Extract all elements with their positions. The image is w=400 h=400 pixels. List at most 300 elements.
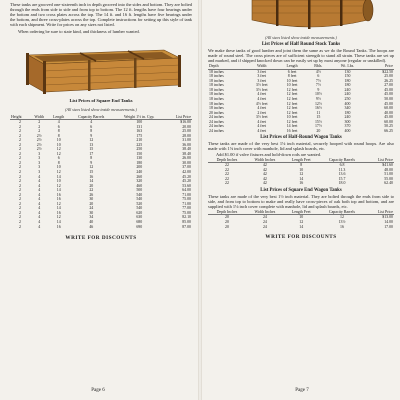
table-cell: 2 [19, 174, 21, 179]
table-cell: 28.00 [182, 133, 191, 138]
half-round-stock-tanks-table [208, 64, 394, 133]
square-end-tank-image [10, 41, 192, 97]
table-cell: 2 [19, 206, 21, 211]
table-cell: 38.40 [182, 151, 191, 156]
write-for-discounts-left: WRITE FOR DISCOUNTS [65, 235, 137, 242]
table-cell: 14 [56, 220, 61, 224]
table-cell: 2 [38, 124, 41, 129]
table-cell: 37.00 [182, 165, 191, 170]
table-cell: 210 [136, 138, 143, 143]
square-end-wagon-intro: These tanks are made of the very best 1½ inch material. They are bolted through the ends from side to side, and from top to bottom to make and really have cross-pieces of oak both top and bottom, and are supplied with 1⅛ inch cover complete with manhole, lid and splash boards, etc. [208, 193, 394, 209]
table-cell: 12 [56, 151, 61, 156]
table-cell: 2½ [36, 142, 42, 147]
table-cell: 4 feet [257, 96, 267, 101]
table-cell: 460 [136, 183, 143, 188]
table-cell: 2½ [36, 133, 42, 138]
table-cell: 10 feet [286, 78, 298, 83]
table-cell: 260 [136, 174, 143, 179]
table-cell: 50.25 [384, 124, 393, 129]
table-cell: 400 [344, 128, 351, 133]
table-cell: 55.00 [384, 176, 393, 181]
table-cell: 10½ [314, 92, 322, 97]
table-cell: 12½ [314, 101, 322, 106]
table-cell: 2 [19, 129, 21, 134]
table-cell: 31.00 [182, 138, 191, 143]
table-cell: 2 [19, 215, 21, 220]
table-cell: 3½ feet [255, 83, 268, 88]
table-cell: 620 [136, 210, 143, 215]
table-cell: 4½ [315, 69, 321, 74]
table-cell: 250 [344, 96, 351, 101]
table-cell: 14 [299, 176, 304, 181]
column-header: Capacity Barrels [319, 210, 366, 215]
table-cell: 45.00 [384, 87, 393, 92]
table-cell: 6 [90, 124, 93, 129]
table-cell: 2 [19, 156, 21, 161]
table-cell: 2 [19, 124, 21, 129]
table-cell: 53.60 [182, 183, 191, 188]
table-cell: 4 feet [257, 119, 267, 124]
table-cell: 20 inches [209, 110, 224, 115]
table-cell: 3 [38, 165, 41, 170]
table-cell: 400 [344, 101, 351, 106]
column-header: Wt. Lbs. [330, 64, 365, 69]
table-cell: 4 feet [257, 124, 267, 129]
table-cell: 71.00 [182, 192, 191, 197]
table-cell: 18 inches [209, 87, 224, 92]
table-cell: 2 [38, 119, 41, 124]
table-cell: 17.00 [384, 224, 393, 229]
table-cell: 14 [56, 206, 61, 211]
table-cell: 180 [344, 83, 351, 88]
square-end-wagon-rows [208, 215, 394, 229]
table-cell: 24 inches [209, 119, 224, 124]
table-cell: 30.00 [182, 160, 191, 165]
table-cell: 10 feet [286, 83, 298, 88]
table-cell: 150 [344, 74, 351, 79]
column-header: Price [365, 64, 394, 69]
table-cell: 2 [19, 138, 21, 143]
table-cell: 14 [299, 224, 304, 229]
table-cell: 12 [56, 215, 61, 220]
table-cell: 42 [262, 163, 267, 168]
table-cell: 20 [225, 220, 229, 224]
table-cell: 42 [262, 172, 267, 177]
page-number-right: Page 7 [295, 388, 309, 393]
left-intro-text: These tanks are grooved one-sixteenth inch in depth grooved into the sides and bottom. They are bolted through the ends from side to side and from top to bottom. The 12 ft. lengths have four bearings under the bottom and two cross plates across the top. The 14 ft. and 16 ft. lengths have five bearings under the bottom, and three cross-plates across the top. Complete instructions for setting up this style of tank with each shipment. Write for prices on any sizes not listed. [10, 2, 192, 28]
table-cell: 4 [38, 188, 41, 193]
table-cell: 4 [38, 215, 41, 220]
table-cell: 10 [56, 165, 61, 170]
table-cell: 163 [136, 129, 143, 134]
table-cell: 6 [317, 74, 320, 79]
table-cell: 250 [136, 147, 143, 152]
table-cell: 15.7 [338, 176, 346, 181]
table-cell: 200 [136, 165, 143, 170]
table-cell: 2 [19, 119, 21, 124]
table-cell: 680 [136, 220, 143, 224]
table-row [10, 225, 192, 230]
table-cell: 2 [19, 151, 21, 156]
table-cell: 4 [90, 119, 93, 124]
table-cell: 12 [56, 183, 61, 188]
table-cell: 66.25 [384, 128, 393, 133]
table-cell: 7½ [315, 78, 321, 83]
table-cell: 16 feet [286, 128, 298, 133]
table-cell: 2 [19, 197, 21, 202]
table-cell: 18 inches [209, 69, 224, 74]
table-cell: 12 [56, 201, 61, 206]
column-header: Width Inches [246, 158, 284, 163]
table-cell: 3 [38, 160, 41, 165]
table-cell: 34 [89, 215, 94, 220]
table-row [208, 225, 394, 230]
right-page [204, 0, 400, 400]
square-end-wagon-tanks-table [208, 210, 394, 229]
table-cell: 12 feet [286, 92, 298, 97]
left-figure-caption: (All sizes listed show inside measurements.) [65, 106, 137, 112]
table-cell: 30 [89, 197, 94, 202]
table-cell: 9 [90, 133, 93, 138]
table-cell: 6 [57, 156, 60, 161]
table-cell: 26.00 [182, 156, 191, 161]
table-cell: 71.00 [182, 201, 191, 206]
table-cell: 16 [56, 210, 61, 215]
table-cell: 16 [89, 174, 94, 179]
half-round-stock-intro: We make these tanks of good lumber and joint them the same as we do the Round Tanks. The hoops are made of round steel. The cross pieces are of sufficient strength to stand all strain. These tanks are set up and marked, and if shipped knocked down can be easily set up by most anyone (regular or unskilled). [208, 48, 394, 64]
table-cell: 180 [344, 110, 351, 115]
table-cell: 38.40 [182, 147, 191, 152]
table-cell: 24 inches [209, 115, 224, 120]
table-cell: $13.00 [382, 215, 393, 220]
table-cell: 16 [340, 224, 344, 229]
table-row [208, 129, 394, 134]
table-cell: 4 [38, 197, 41, 202]
table-cell: 26.25 [384, 78, 393, 83]
table-cell: 12 [299, 220, 304, 224]
column-header: Width Inches [246, 210, 284, 215]
table-cell: 2½ [36, 147, 42, 152]
table-cell: 18 inches [209, 101, 224, 106]
square-end-tanks-table [10, 115, 192, 230]
table-cell: 64.00 [182, 188, 191, 193]
half-round-wagon-rows [208, 163, 394, 186]
table-cell: 8 [57, 129, 60, 134]
table-cell: 2 [19, 142, 21, 147]
table-cell: 8 [57, 133, 60, 138]
table-cell: 7½ [315, 83, 321, 88]
table-cell: 4 [38, 201, 41, 206]
right-figure-caption: (All sizes listed show inside measurements.) [265, 35, 337, 40]
table-cell: 4 [38, 192, 41, 197]
write-for-discounts-right: WRITE FOR DISCOUNTS [265, 234, 337, 241]
table-cell: 14 [56, 188, 61, 193]
table-cell: 14 feet [286, 124, 298, 129]
table-cell: 42 [262, 167, 267, 172]
table-cell: 26 [89, 192, 94, 197]
table-row [208, 181, 394, 186]
table-cell: 4 feet [257, 106, 267, 111]
table-cell: 22 [225, 167, 229, 172]
table-cell: 10 [56, 138, 61, 143]
table-cell: 45.00 [384, 101, 393, 106]
table-cell: 45.20 [182, 174, 191, 179]
table-cell: 12 [299, 172, 304, 177]
column-header: Height [10, 115, 30, 120]
table-cell: 10 [299, 215, 304, 220]
table-cell: 42.00 [182, 169, 191, 174]
column-header: List Price [365, 210, 394, 215]
table-cell: 77.00 [182, 206, 191, 211]
table-cell: 18 inches [209, 106, 224, 111]
table-cell: 85.00 [182, 220, 191, 224]
table-cell: 15 [89, 169, 94, 174]
table-cell: 2 [19, 192, 21, 197]
table-cell: 131 [136, 124, 143, 129]
column-header: Length Feet [284, 210, 319, 215]
table-cell: 18 inches [209, 92, 224, 97]
table-cell: 8 [90, 129, 93, 134]
table-cell: 4 [38, 183, 41, 188]
table-cell: 2 [19, 224, 21, 229]
book-gutter [198, 0, 202, 400]
table-cell: 3 [38, 169, 41, 174]
table-cell: 6 feet [287, 69, 297, 74]
table-cell: 2 [19, 183, 21, 188]
table-cell: 3½ feet [255, 87, 268, 92]
table-cell: 12 [56, 169, 61, 174]
table-cell: 4 [38, 179, 41, 184]
table-cell: 6 [57, 124, 60, 129]
table-cell: 11.3 [338, 167, 346, 172]
table-cell: $41.60 [382, 163, 393, 168]
table-cell: 2 [19, 179, 21, 184]
table-cell: 2 [19, 160, 21, 165]
table-cell: 12 [56, 147, 61, 152]
table-cell: 12 [89, 165, 94, 170]
table-cell: 2 [19, 133, 21, 138]
table-cell: 2 [19, 165, 21, 170]
table-cell: 8 [57, 160, 60, 165]
table-cell: 20 [225, 215, 229, 220]
table-cell: 4 feet [257, 92, 267, 97]
half-round-wagon-tanks-table [208, 158, 394, 186]
table-cell: 9 [90, 160, 93, 165]
table-cell: 22 [225, 163, 229, 168]
table-cell: 10 [299, 167, 304, 172]
table-cell: 9½ [315, 96, 321, 101]
table-cell: 9 [317, 87, 320, 92]
table-cell: 3 [38, 151, 41, 156]
table-cell: 75.00 [182, 210, 191, 215]
table-cell: 370 [344, 124, 351, 129]
table-cell: 50.00 [384, 96, 393, 101]
table-cell: 12 feet [286, 87, 298, 92]
table-cell: 130 [136, 156, 143, 161]
table-cell: 8 feet [287, 74, 297, 79]
table-cell: 14 [89, 179, 94, 184]
table-cell: $22.50 [382, 69, 393, 74]
table-cell: 20 [316, 128, 321, 133]
table-cell: 2 [19, 147, 21, 152]
table-cell: 18.0 [338, 181, 346, 186]
table-cell: 17½ [314, 124, 322, 129]
table-cell: 16 [56, 224, 61, 229]
table-cell: 8 [90, 156, 93, 161]
table-cell: 100 [136, 119, 143, 124]
table-cell: 40.00 [384, 110, 393, 115]
table-cell: 13 [89, 142, 94, 147]
column-header: List Price [365, 158, 394, 163]
table-cell: $16.00 [180, 119, 191, 124]
page-number-left: Page 6 [91, 388, 105, 393]
table-cell: 4 [38, 174, 41, 179]
table-cell: 20 [225, 224, 229, 229]
table-cell: 15 [89, 147, 94, 152]
table-cell: 240 [344, 115, 351, 120]
column-header: Depth Inches [208, 210, 246, 215]
table-cell: 3 feet [257, 74, 267, 79]
table-cell: 24 [262, 215, 267, 220]
table-cell: 630 [136, 215, 143, 220]
table-cell: 42 [262, 176, 267, 181]
table-cell: 3 feet [257, 78, 267, 83]
table-cell: 16½ [314, 106, 322, 111]
table-cell: 18 inches [209, 83, 224, 88]
half-round-tank-illustration [208, 0, 394, 34]
table-cell: 25.00 [182, 129, 191, 134]
table-cell: 320 [136, 179, 143, 184]
table-cell: 20 [89, 201, 94, 206]
table-cell: 130 [344, 69, 351, 74]
table-cell: 24 inches [209, 128, 224, 133]
table-cell: 62.40 [384, 181, 393, 186]
column-header: Width [30, 115, 48, 120]
table-cell: 12 feet [286, 106, 298, 111]
table-cell: 12 [340, 215, 344, 220]
table-cell: 24 [89, 206, 94, 211]
table-cell: 82.10 [182, 215, 191, 220]
table-cell: 45.20 [182, 179, 191, 184]
table-cell: 36.00 [182, 142, 191, 147]
table-cell: 16 [299, 181, 304, 186]
table-cell: 4 [38, 224, 41, 229]
table-cell: 27.00 [384, 83, 393, 88]
table-cell: 4 feet [257, 128, 267, 133]
table-cell: 2 [38, 129, 41, 134]
table-cell: 45.00 [384, 92, 393, 97]
table-cell: 20.00 [182, 124, 191, 129]
table-cell: 10 [56, 142, 61, 147]
table-cell: 8 [300, 163, 303, 168]
table-cell: 2 [19, 169, 21, 174]
column-header: Width [246, 64, 277, 69]
table-cell: 2 [19, 188, 21, 193]
half-round-wagon-note: Add $1.00 if valve fixtures and hold-down rods are wanted. [216, 151, 321, 157]
table-cell: 24 [262, 224, 267, 229]
table-cell: 42 [262, 181, 267, 186]
table-cell: 2½ [36, 138, 42, 143]
half-round-wagon-intro: These tanks are made of the very best 1⅛ inch material, securely hooped with round hoops. Are also made with 1⅛ inch cover with manhole, lid and splash boards, etc. [208, 141, 394, 152]
table-cell: 60.00 [384, 119, 393, 124]
table-cell: 4½ feet [255, 101, 268, 106]
table-cell: 2 feet [257, 110, 267, 115]
table-cell: 22 [225, 172, 229, 177]
square-end-tank-illustration [10, 41, 192, 97]
table-cell: 17 [89, 151, 94, 156]
table-cell: 18 inches [209, 74, 224, 79]
table-cell: 150 [136, 151, 143, 156]
column-header: Weight 1½ in. Cyp. [114, 115, 165, 120]
square-end-tanks-rows [10, 119, 192, 229]
table-cell: 13.6 [338, 172, 346, 177]
table-cell: 340 [344, 106, 351, 111]
table-cell: 2 [19, 220, 21, 224]
left-ordering-instruction: When ordering be sure to state kind, and thickness of lumber wanted. [18, 29, 140, 35]
table-cell: 14.00 [384, 220, 393, 224]
table-cell: 12 feet [286, 101, 298, 106]
column-header: Bbls. [307, 64, 330, 69]
table-cell: 87.00 [182, 224, 191, 229]
table-cell: 30 [89, 210, 94, 215]
column-header: List Price [165, 115, 192, 120]
table-cell: 540 [136, 192, 143, 197]
table-cell: 690 [136, 224, 143, 229]
column-header: Depth [208, 64, 246, 69]
table-cell: 18 inches [209, 78, 224, 83]
table-cell: 175 [136, 133, 143, 138]
table-cell: 18 inches [209, 96, 224, 101]
table-cell: 22 [225, 181, 229, 186]
table-cell: 2 [19, 210, 21, 215]
table-cell: 60.00 [384, 106, 393, 111]
table-cell: 4 [38, 206, 41, 211]
column-header: Length Feet [284, 158, 319, 163]
table-cell: 22 [225, 176, 229, 181]
table-cell: 500 [136, 188, 143, 193]
table-cell: 16 [56, 192, 61, 197]
table-cell: 12 feet [286, 110, 298, 115]
column-header: Depth Inches [208, 158, 246, 163]
table-cell: 51.00 [384, 172, 393, 177]
table-cell: 3 [38, 156, 41, 161]
table-cell: 12 feet [286, 119, 298, 124]
table-cell: 11 [316, 110, 321, 115]
table-cell: 12 [89, 138, 94, 143]
table-cell: 25.00 [384, 74, 393, 79]
table-cell: 12 feet [286, 96, 298, 101]
table-cell: 300 [344, 119, 351, 124]
column-header: Capacity Barrels [69, 115, 114, 120]
table-cell: 75.00 [182, 197, 191, 202]
column-header: Capacity Barrels [319, 158, 366, 163]
half-round-stock-rows [208, 69, 394, 133]
table-cell: 240 [344, 87, 351, 92]
square-end-tanks-title: List Prices of Square End Tanks [69, 97, 133, 103]
table-cell: 13½ [338, 220, 346, 224]
half-round-wagon-tanks-title: List Prices of Half-Round Wagon Tanks [260, 135, 342, 141]
table-cell: 46 [89, 224, 94, 229]
table-cell: 240 [344, 92, 351, 97]
table-cell: 4 [57, 119, 60, 124]
table-cell: 24 inches [209, 124, 224, 129]
table-cell: 20 [89, 183, 94, 188]
table-cell: 15½ [314, 119, 322, 124]
table-cell: 540 [136, 197, 143, 202]
table-cell: 16 [56, 197, 61, 202]
left-page [0, 0, 196, 400]
table-cell: 4 [38, 220, 41, 224]
